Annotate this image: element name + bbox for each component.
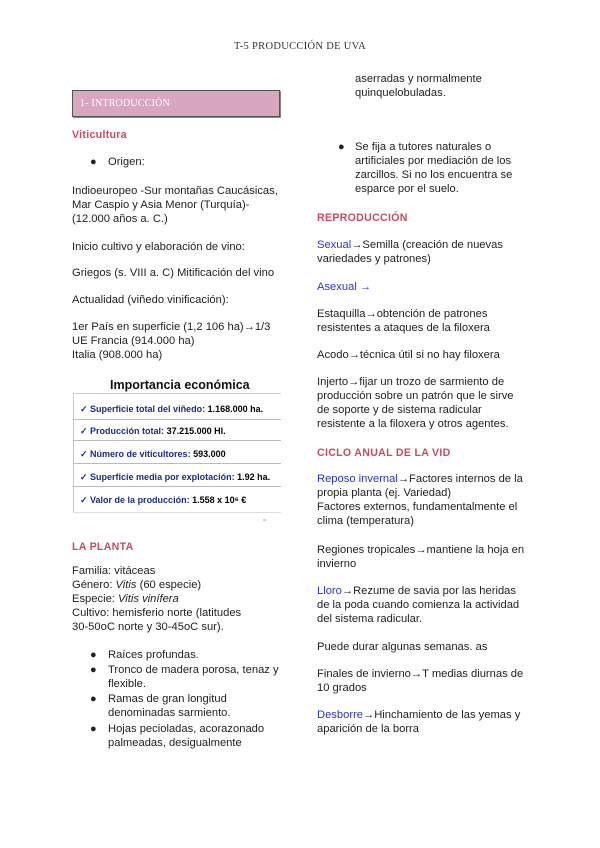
table-row: ✓ Producción total: 37.215.000 Hl. <box>80 426 226 436</box>
actualidad-text: Actualidad (viñedo vinificación): <box>72 294 229 306</box>
bullet-icon: ● <box>90 156 97 168</box>
lloro-line: de la poda cuando comienza la actividad <box>317 599 520 611</box>
list-item: palmeadas, desigualmente <box>108 737 242 749</box>
page-title: T-5 PRODUCCIÓN DE UVA <box>233 41 367 52</box>
pais-line: 1er País en superficie (1,2 106 ha)→1/3 <box>72 321 271 333</box>
injerto-line: de soporte y de sistema radicular <box>317 404 482 416</box>
table-divider <box>73 440 281 441</box>
familia-text: Familia: vitáceas <box>72 565 156 577</box>
table-row: ✓ Superficie total del viñedo: 1.168.000 ha. <box>80 404 264 414</box>
table-title: Importancia económica <box>110 378 250 392</box>
table-divider <box>73 419 281 420</box>
durar-text: Puede durar algunas semanas. as <box>317 641 488 653</box>
lloro-line: del sistema radicular. <box>317 613 423 625</box>
reposo-line: Factores externos, fundamentalmente el <box>317 501 518 513</box>
section-banner-label: 1- INTRODUCCIÓN <box>80 98 170 109</box>
cultivo-line: 30-50oC norte y 30-45oC sur). <box>72 621 224 633</box>
pais-line: Italia (908.000 ha) <box>72 349 163 361</box>
finales-line: 10 grados <box>317 682 367 694</box>
reposo-line: propia planta (ej. Variedad) <box>317 487 452 499</box>
desborre-line: aparición de la borra <box>317 723 419 735</box>
tutores-line: esparce por el suelo. <box>355 183 459 195</box>
list-item: Hojas pecioladas, acorazonado <box>108 723 265 735</box>
bullet-icon: ● <box>90 693 97 705</box>
origen-line: (12.000 años a. C.) <box>72 213 168 225</box>
cultivo-line: Cultivo: hemisferio norte (latitudes <box>72 607 242 619</box>
regiones-line: Regiones tropicales→mantiene la hoja en <box>317 544 525 556</box>
list-item: Tronco de madera porosa, tenaz y <box>108 664 279 676</box>
estaquilla-line: Estaquilla→obtención de patrones <box>317 308 488 320</box>
sexual-line: Sexual→Semilla (creación de nuevas <box>317 239 503 251</box>
stray-mark <box>263 519 266 521</box>
list-item: Ramas de gran longitud <box>108 693 227 705</box>
list-item: denominadas sarmiento. <box>108 707 231 719</box>
lloro-line: Lloro→Rezume de savia por las heridas <box>317 585 517 597</box>
table-row: ✓ Superficie media por explotación: 1.92 ha. <box>80 472 271 482</box>
viticultura-heading: Viticultura <box>72 129 127 141</box>
table-divider <box>73 463 281 464</box>
continued-line: aserradas y normalmente <box>355 73 482 85</box>
tutores-line: artificiales por mediación de los <box>355 155 512 167</box>
injerto-line: resistente a la filoxera y otros agentes. <box>317 418 509 430</box>
ciclo-heading: CICLO ANUAL DE LA VID <box>317 447 451 459</box>
tutores-line: zarcillos. Si no los encuentra se <box>355 169 513 181</box>
reposo-line: Reposo invernal→Factores internos de la <box>317 473 523 485</box>
continued-line: quinquelobuladas. <box>355 87 446 99</box>
desborre-line: Desborre→Hinchamiento de las yemas y <box>317 709 521 721</box>
bullet-icon: ● <box>90 664 97 676</box>
bullet-icon: ● <box>90 723 97 735</box>
griegos-text: Griegos (s. VIII a. C) Mitificación del vino <box>72 267 275 279</box>
finales-line: Finales de invierno→T medias diurnas de <box>317 668 524 680</box>
list-item: Raíces profundas. <box>108 649 199 661</box>
bullet-icon: ● <box>338 141 345 153</box>
especie-text: Especie: Vitis vinífera <box>72 593 179 605</box>
origen-line: Indioeuropeo -Sur montañas Caucásicas, <box>72 185 278 197</box>
list-item: flexible. <box>108 678 146 690</box>
acodo-text: Acodo→técnica útil si no hay filoxera <box>317 349 500 361</box>
regiones-line: invierno <box>317 558 357 570</box>
sexual-line: variedades y patrones) <box>317 253 431 265</box>
table-divider <box>73 486 281 487</box>
genero-text: Género: Vitis (60 especie) <box>72 579 202 591</box>
asexual-label: Asexual → <box>317 281 372 293</box>
origen-line: Mar Caspio y Asia Menor (Turquía)- <box>72 199 250 211</box>
pais-line: UE Francia (914.000 ha) <box>72 335 195 347</box>
tutores-line: Se fija a tutores naturales o <box>355 141 492 153</box>
bullet-icon: ● <box>90 649 97 661</box>
inicio-text: Inicio cultivo y elaboración de vino: <box>72 241 245 253</box>
reproduccion-heading: REPRODUCCIÓN <box>317 212 408 224</box>
table-row: ✓ Número de viticultores: 593.000 <box>80 449 226 459</box>
injerto-line: Injerto→fijar un trozo de sarmiento de <box>317 376 505 388</box>
table-row: ✓ Valor de la producción: 1.558 x 10⁶ € <box>80 495 247 505</box>
injerto-line: producción sobre un patrón que le sirve <box>317 390 514 402</box>
origen-label: Origen: <box>108 156 145 168</box>
estaquilla-line: resistentes a ataques de la filoxera <box>317 322 490 334</box>
reposo-line: clima (temperatura) <box>317 515 414 527</box>
planta-heading: LA PLANTA <box>72 541 134 553</box>
